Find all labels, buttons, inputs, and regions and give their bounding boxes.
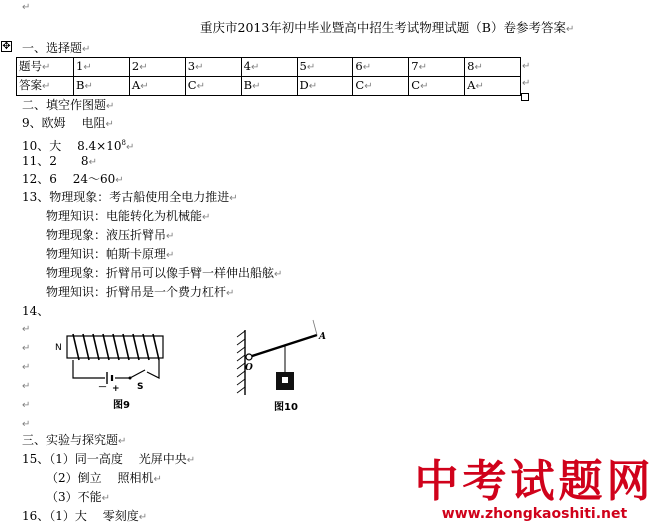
table-cell <box>129 77 185 96</box>
answer-line-13-6 <box>46 285 234 301</box>
cell-text: D <box>299 78 309 92</box>
table-cell <box>129 58 185 77</box>
north-pole-label: N <box>55 343 62 353</box>
paragraph-mark: ↵ <box>22 324 31 335</box>
cell-mark: ↵ <box>420 81 429 92</box>
cell-text: 1 <box>76 59 84 73</box>
cell-text: B <box>243 78 253 92</box>
paragraph-mark: ↵ <box>105 119 114 130</box>
watermark-title: 中考试题网 <box>414 456 655 507</box>
section1-heading-text: 一、选择题 <box>22 41 83 55</box>
answer-line-13-3 <box>46 228 174 244</box>
answer-label-text: 答案 <box>19 78 42 92</box>
switch-pivot <box>129 377 132 380</box>
battery-plus-label: + <box>112 384 120 394</box>
table-cell <box>353 77 409 96</box>
answer-text: 物理现象：液压折臂吊 <box>46 228 167 242</box>
answer-text: 物理知识：帕斯卡原理 <box>46 247 167 261</box>
cell-mark: ↵ <box>84 81 93 92</box>
table-cell <box>353 58 409 77</box>
answer-text: 欧姆 电阻 <box>41 116 106 130</box>
table-move-handle-icon[interactable]: ✥ <box>2 41 11 52</box>
table-answer-label <box>17 77 74 96</box>
question-number: 14、 <box>22 304 50 318</box>
cell-text: C <box>355 78 365 92</box>
section2-heading-text: 二、填空作图题 <box>22 98 107 112</box>
answer-line-16 <box>22 509 147 525</box>
watermark-url: www.zhongkaoshiti.net <box>441 506 628 522</box>
table-cell <box>297 58 353 77</box>
cell-text: 8 <box>467 59 475 73</box>
paragraph-mark: ↵ <box>522 61 531 72</box>
weight-hook <box>282 377 288 383</box>
paragraph-mark: ↵ <box>22 2 31 13</box>
answer-line-13-1 <box>22 190 238 206</box>
cell-mark: ↵ <box>196 81 205 92</box>
answer-text: 物理知识：电能转化为机械能 <box>46 209 203 223</box>
point-a-label: A <box>319 332 326 342</box>
paragraph-mark: ↵ <box>125 142 135 153</box>
section2-heading <box>22 98 114 114</box>
answer-line-11 <box>22 154 97 170</box>
question-number: 12、 <box>22 172 50 186</box>
paragraph-mark: ↵ <box>118 436 127 447</box>
cell-mark: ↵ <box>362 62 372 73</box>
table-row-numbers <box>17 58 521 77</box>
answer-text: 物理现象：折臂吊可以像手臂一样伸出船舷 <box>46 266 275 280</box>
table-cell <box>465 77 521 96</box>
cell-mark: ↵ <box>364 81 373 92</box>
cell-text: 5 <box>299 59 307 73</box>
title-text: 重庆市2013年初中毕业暨高中招生考试物理试题（B）卷参考答案 <box>200 20 566 35</box>
table-cell <box>465 58 521 77</box>
exponent: 8 <box>121 139 126 147</box>
figure-9-solenoid-circuit <box>55 328 170 396</box>
cell-mark: ↵ <box>139 62 148 73</box>
paragraph-mark: ↵ <box>22 362 31 373</box>
cell-text: B <box>76 78 85 92</box>
answer-line-14 <box>22 304 49 318</box>
paragraph-mark: ↵ <box>153 474 162 485</box>
paragraph-mark: ↵ <box>22 419 31 430</box>
cell-mark: ↵ <box>250 62 260 73</box>
paragraph-mark: ↵ <box>274 269 283 280</box>
section3-heading-text: 三、实验与探究题 <box>22 433 119 447</box>
answer-text: （3）不能 <box>46 490 102 504</box>
cell-mark: ↵ <box>42 62 51 73</box>
table-cell <box>74 58 130 77</box>
table-cell <box>74 77 130 96</box>
answer-line-15-3 <box>46 490 110 506</box>
cell-mark: ↵ <box>42 81 51 92</box>
battery-icon <box>107 372 112 384</box>
paragraph-mark: ↵ <box>186 455 196 466</box>
cell-text: A <box>467 78 476 92</box>
cell-text: A <box>131 78 141 92</box>
table-row-answers <box>17 77 521 96</box>
section1-heading <box>22 41 90 57</box>
answer-line-9 <box>22 116 114 132</box>
table-cell <box>409 77 465 96</box>
answer-table <box>16 57 521 96</box>
site-watermark <box>412 458 657 522</box>
wall-hatching <box>237 331 245 393</box>
lever-arm <box>249 335 317 357</box>
paragraph-mark: ↵ <box>22 343 31 354</box>
table-cell <box>297 77 353 96</box>
cell-mark: ↵ <box>140 81 149 92</box>
cell-text: 3 <box>187 59 196 73</box>
cell-mark: ↵ <box>418 62 427 73</box>
circuit-wire <box>73 360 159 378</box>
answer-line-13-2 <box>46 209 210 225</box>
paragraph-mark: ↵ <box>166 231 175 242</box>
answer-text: 大 8.4×10 <box>49 139 122 153</box>
question-number: 9、 <box>22 116 42 130</box>
paragraph-mark: ↵ <box>22 400 31 411</box>
cell-mark: ↵ <box>475 81 484 92</box>
document-title <box>200 21 574 37</box>
answer-text: 物理现象：考古船使用全电力推进 <box>49 190 230 204</box>
paragraph-mark: ↵ <box>226 288 235 299</box>
paragraph-mark: ↵ <box>229 193 238 204</box>
answer-text: 2 8 <box>49 154 89 168</box>
answer-line-13-4 <box>46 247 174 263</box>
table-cell <box>185 77 241 96</box>
question-number: 10、 <box>22 139 50 153</box>
table-cell <box>241 58 297 77</box>
force-line <box>313 320 317 335</box>
cell-text: 7 <box>411 59 419 73</box>
table-header-label <box>17 58 74 77</box>
figure-10-caption: 图10 <box>274 402 298 413</box>
table-cell <box>185 58 241 77</box>
cell-text: C <box>187 78 197 92</box>
cell-mark: ↵ <box>306 62 316 73</box>
cell-mark: ↵ <box>474 62 483 73</box>
paragraph-mark: ↵ <box>202 212 211 223</box>
paragraph-mark: ↵ <box>106 101 115 112</box>
answer-line-10 <box>22 136 134 155</box>
pivot-o <box>246 354 252 360</box>
figure-10-lever <box>235 315 335 400</box>
paragraph-mark: ↵ <box>166 250 175 261</box>
paragraph-mark: ↵ <box>566 24 575 35</box>
paragraph-mark: ↵ <box>115 175 124 186</box>
paragraph-mark: ↵ <box>22 381 31 392</box>
switch-label: S <box>137 382 144 392</box>
answer-line-12 <box>22 172 124 188</box>
cell-text: 4 <box>243 59 251 73</box>
answer-line-15-2 <box>46 471 162 487</box>
answer-line-15-1 <box>22 452 195 468</box>
cell-text: 6 <box>355 59 363 73</box>
section3-heading <box>22 433 126 449</box>
cell-mark: ↵ <box>195 62 204 73</box>
answer-text: （2）倒立 照相机 <box>46 471 154 485</box>
paragraph-mark: ↵ <box>522 78 531 89</box>
paragraph-mark: ↵ <box>88 157 97 168</box>
table-cell <box>409 58 465 77</box>
table-resize-handle[interactable] <box>521 93 529 101</box>
cell-mark: ↵ <box>83 62 92 73</box>
battery-minus-label: － <box>98 383 108 393</box>
answer-text: 物理知识：折臂吊是一个费力杠杆 <box>46 285 227 299</box>
question-number: 13、 <box>22 190 50 204</box>
table-cell <box>241 77 297 96</box>
answer-text: 16、（1）大 零刻度 <box>22 509 139 523</box>
cell-text: 2 <box>131 59 140 73</box>
paragraph-mark: ↵ <box>82 44 91 55</box>
answer-text: 15、（1）同一高度 光屏中央 <box>22 452 187 466</box>
figure-9-caption: 图9 <box>113 400 130 411</box>
header-label-text: 题号 <box>19 59 42 73</box>
paragraph-mark: ↵ <box>101 493 111 504</box>
cell-mark: ↵ <box>308 81 318 92</box>
cell-mark: ↵ <box>252 81 261 92</box>
answer-line-13-5 <box>46 266 282 282</box>
answer-text: 6 24～60 <box>49 172 116 186</box>
point-o-label: O <box>245 363 253 373</box>
paragraph-mark: ↵ <box>138 512 148 523</box>
question-number: 11、 <box>22 154 50 168</box>
cell-text: C <box>411 78 421 92</box>
